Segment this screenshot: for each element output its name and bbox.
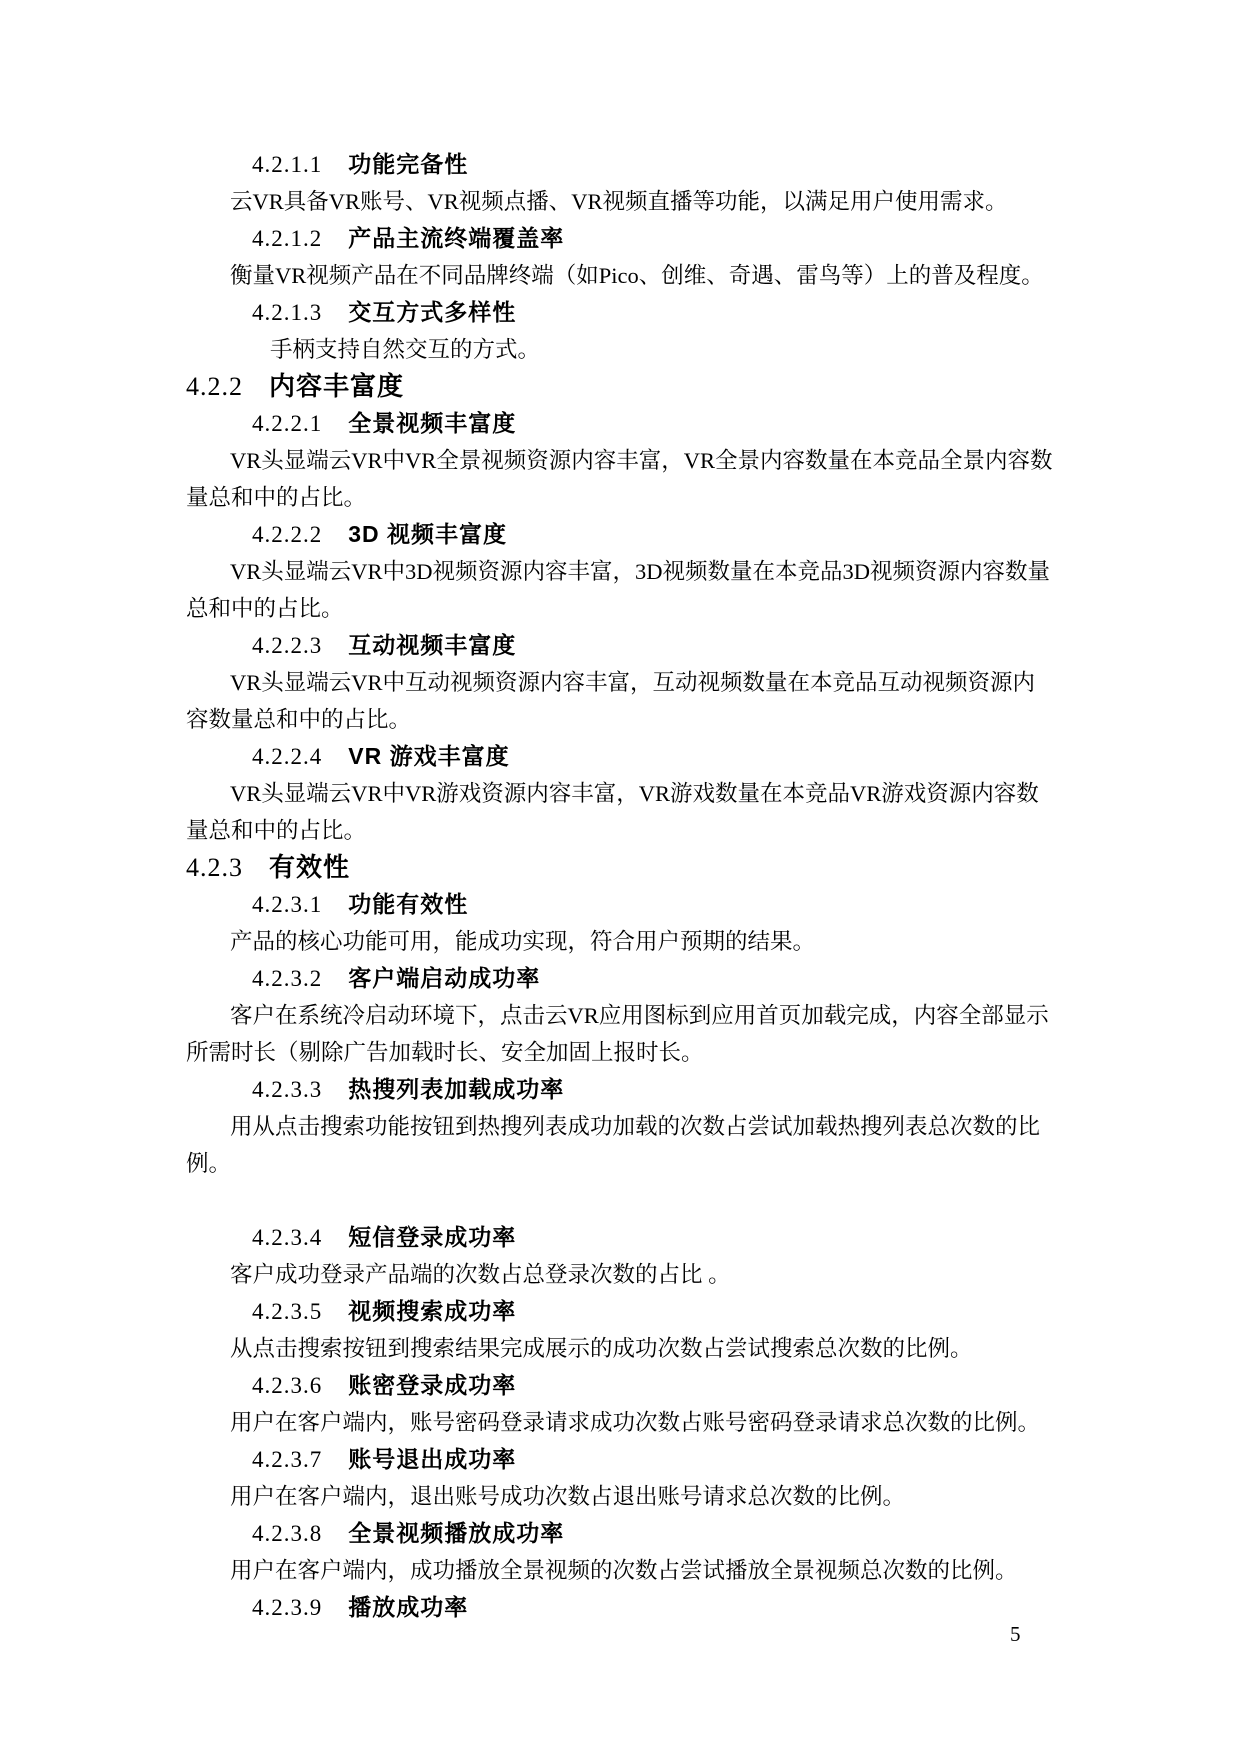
paragraph: 手柄支持自然交互的方式。 (270, 337, 541, 362)
section-number: 4.2.3.4 (252, 1225, 323, 1250)
section-number: 4.2.3.3 (252, 1077, 323, 1102)
section-title: 视频搜索成功率 (348, 1298, 517, 1324)
section-number: 4.2.3 (186, 853, 243, 882)
section-title: 产品主流终端覆盖率 (348, 225, 565, 251)
section-title: 播放成功率 (348, 1594, 469, 1620)
paragraph: 从点击搜索按钮到搜索结果完成展示的成功次数占尝试搜索总次数的比例。 (230, 1336, 973, 1361)
paragraph: VR头显端云VR中VR全景视频资源内容丰富，VR全景内容数量在本竞品全景内容数量总和中的占比。 (186, 448, 1053, 510)
section-heading (186, 1367, 1054, 1404)
section-number: 4.2.2.3 (252, 633, 323, 658)
section-number: 4.2.2.4 (252, 744, 323, 769)
section-number: 4.2.2 (186, 372, 243, 401)
section-title: 有效性 (269, 852, 351, 882)
section-title: 全景视频丰富度 (348, 410, 517, 436)
section-number: 4.2.3.9 (252, 1595, 323, 1620)
paragraph: 客户成功登录产品端的次数占总登录次数的占比 。 (230, 1262, 731, 1287)
section-number: 4.2.3.7 (252, 1447, 323, 1472)
section-heading (186, 368, 1054, 405)
paragraph: VR头显端云VR中VR游戏资源内容丰富，VR游戏数量在本竞品VR游戏资源内容数量总和中的占比。 (186, 781, 1039, 843)
section-heading (186, 960, 1054, 997)
section-number: 4.2.3.8 (252, 1521, 323, 1546)
section-heading (186, 886, 1054, 923)
paragraph: 用户在客户端内，退出账号成功次数占退出账号请求总次数的比例。 (230, 1484, 906, 1509)
section-title: 全景视频播放成功率 (348, 1520, 565, 1546)
paragraph: 用户在客户端内，账号密码登录请求成功次数占账号密码登录请求总次数的比例。 (230, 1410, 1041, 1435)
section-title: 功能有效性 (348, 891, 469, 917)
paragraph: 云VR具备VR账号、VR视频点播、VR视频直播等功能，以满足用户使用需求。 (230, 189, 1008, 214)
section-heading (186, 516, 1054, 553)
section-heading (186, 146, 1054, 183)
section-title: 短信登录成功率 (348, 1224, 517, 1250)
blank-line (186, 1182, 1054, 1219)
section-heading (186, 1071, 1054, 1108)
page-number: 5 (1010, 1622, 1021, 1646)
section-number: 4.2.3.2 (252, 966, 323, 991)
section-number: 4.2.1.3 (252, 300, 323, 325)
section-title: 功能完备性 (348, 151, 469, 177)
section-heading (186, 1589, 1054, 1626)
section-number: 4.2.3.5 (252, 1299, 323, 1324)
section-title: 互动视频丰富度 (348, 632, 517, 658)
section-heading (186, 627, 1054, 664)
paragraph: 产品的核心功能可用，能成功实现，符合用户预期的结果。 (230, 929, 816, 954)
section-title: 客户端启动成功率 (348, 965, 541, 991)
section-title: 交互方式多样性 (348, 299, 517, 325)
section-title: 热搜列表加载成功率 (348, 1076, 565, 1102)
paragraph: 客户在系统冷启动环境下，点击云VR应用图标到应用首页加载完成，内容全部显示所需时长（剔除广告加载时长、安全加固上报时长。 (186, 1003, 1049, 1065)
section-title: 3D 视频丰富度 (348, 521, 508, 547)
section-heading (186, 1219, 1054, 1256)
paragraph: 用户在客户端内，成功播放全景视频的次数占尝试播放全景视频总次数的比例。 (230, 1558, 1018, 1583)
section-heading (186, 220, 1054, 257)
section-heading (186, 405, 1054, 442)
section-heading (186, 1441, 1054, 1478)
document-body (186, 146, 1054, 1626)
section-heading (186, 294, 1054, 331)
section-number: 4.2.1.1 (252, 152, 323, 177)
section-title: 内容丰富度 (269, 371, 405, 401)
section-number: 4.2.2.2 (252, 522, 323, 547)
section-title: VR 游戏丰富度 (348, 743, 510, 769)
paragraph: VR头显端云VR中互动视频资源内容丰富，互动视频数量在本竞品互动视频资源内容数量总和中的占比。 (186, 670, 1036, 732)
section-number: 4.2.1.2 (252, 226, 323, 251)
paragraph: 衡量VR视频产品在不同品牌终端（如Pico、创维、奇遇、雷鸟等）上的普及程度。 (230, 263, 1044, 288)
section-title: 账号退出成功率 (348, 1446, 517, 1472)
section-heading (186, 738, 1054, 775)
paragraph: VR头显端云VR中3D视频资源内容丰富，3D视频数量在本竞品3D视频资源内容数量总和中的占比。 (186, 559, 1051, 621)
section-number: 4.2.3.1 (252, 892, 323, 917)
section-number: 4.2.3.6 (252, 1373, 323, 1398)
section-heading (186, 1515, 1054, 1552)
section-number: 4.2.2.1 (252, 411, 323, 436)
section-title: 账密登录成功率 (348, 1372, 517, 1398)
section-heading (186, 849, 1054, 886)
section-heading (186, 1293, 1054, 1330)
paragraph: 用从点击搜索功能按钮到热搜列表成功加载的次数占尝试加载热搜列表总次数的比例。 (186, 1114, 1041, 1176)
